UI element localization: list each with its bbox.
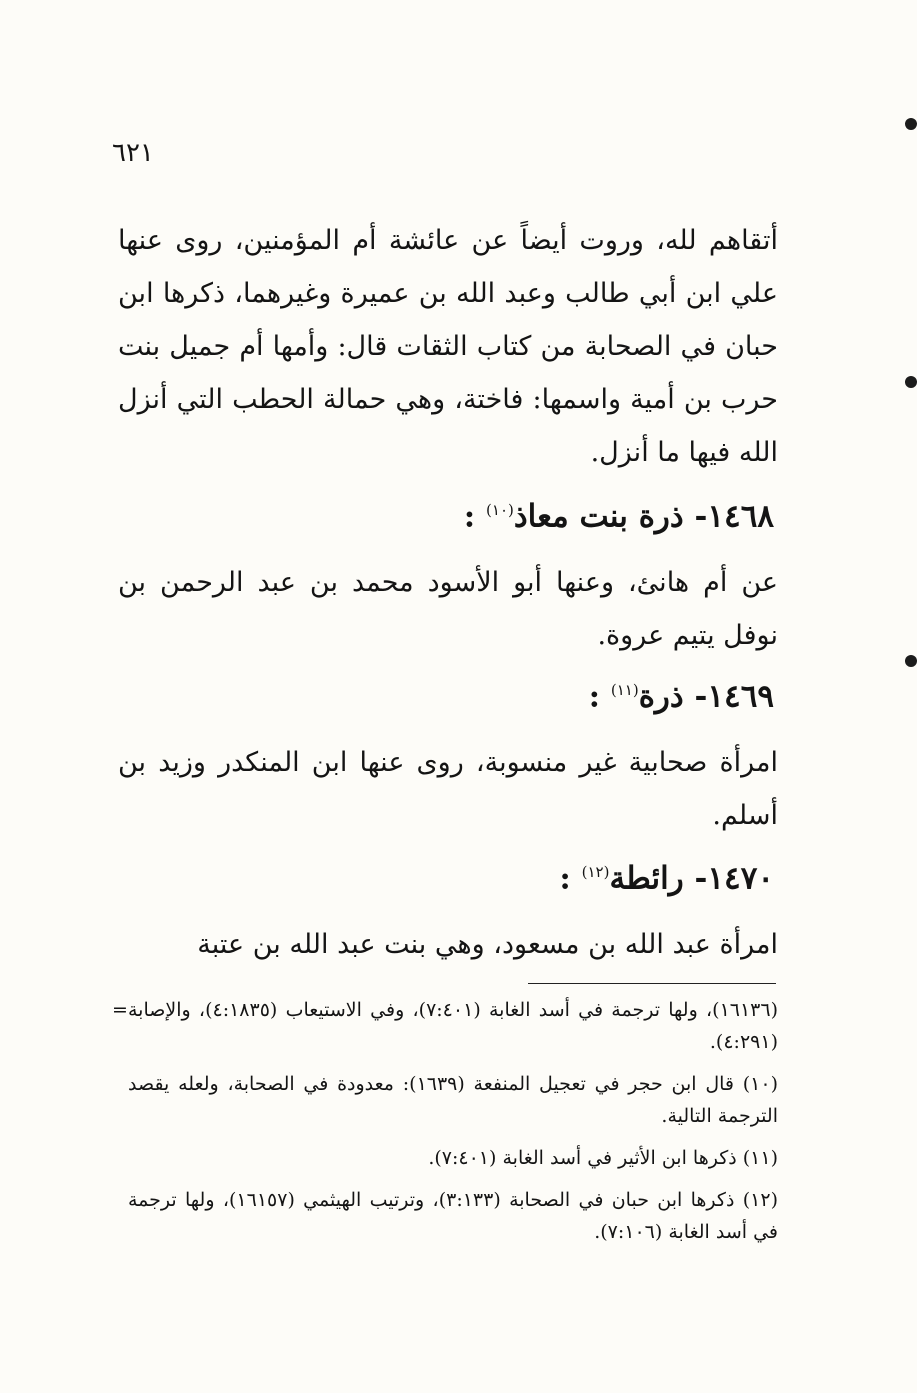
- page-number: ٦٢١: [112, 138, 154, 168]
- entry-name: ذرة: [638, 678, 684, 715]
- entry-name: رائطة: [609, 860, 684, 897]
- entry-heading-1469: [589, 668, 774, 718]
- entry-colon: :: [463, 498, 476, 535]
- entry-colon: :: [559, 860, 571, 897]
- scan-edge-mark: [905, 655, 917, 667]
- entry-number: ١٤٦٩-: [694, 678, 774, 715]
- entry-text-1469: امرأة صحابية غير منسوبة، روى عنها ابن المنكدر وزيد بن أسلم.: [118, 747, 778, 831]
- entry-name: ذرة بنت معاذ: [513, 498, 684, 535]
- entry-number: ١٤٧٠-: [694, 860, 774, 897]
- footnote-12: (١٢) ذكرها ابن حبان في الصحابة (٣:١٣٣)، وترتيب الهيثمي (١٦١٥٧)، ولها ترجمة في أسد الغابة (٧:١٠٦).: [128, 1189, 778, 1243]
- continuation-mark: =: [112, 999, 128, 1021]
- footnote-10: (١٠) قال ابن حجر في تعجيل المنفعة (١٦٣٩): معدودة في الصحابة، ولعله يقصد الترجمة التالية.: [128, 1073, 779, 1127]
- footnote-11: (١١) ذكرها ابن الأثير في أسد الغابة (٧:٤٠١).: [428, 1147, 778, 1169]
- entry-heading-1468: [464, 488, 774, 538]
- footnote-divider: [528, 983, 776, 984]
- scan-edge-mark: [905, 376, 917, 388]
- footnote-ref: (١١): [610, 681, 639, 699]
- entry-text-1470: امرأة عبد الله بن مسعود، وهي بنت عبد الله بن عتبة: [197, 929, 778, 960]
- footnote-ref: (١٢): [581, 863, 610, 881]
- footnotes-list: [112, 994, 779, 1258]
- paragraph-continuation: أتقاهم لله، وروت أيضاً عن عائشة أم المؤمنين، روى عنها علي ابن أبي طالب وعبد الله بن عميرة وغيرهما، ذكرها ابن حبان في الصحابة من كتاب الثقات قال: وأمها أم جميل بنت حرب بن أمية واسمها: فاختة، وهي حمالة الحطب التي أنزل الله فيها ما أنزل.: [118, 225, 778, 468]
- scan-edge-mark: [905, 118, 917, 130]
- footnote-continuation: [112, 994, 779, 1058]
- entry-number: ١٤٦٨-: [694, 498, 774, 535]
- entry-text-1468: عن أم هانئ، وعنها أبو الأسود محمد بن عبد الرحمن بن نوفل يتيم عروة.: [118, 567, 778, 651]
- footnote-continuation-text: (١٦١٣٦)، ولها ترجمة في أسد الغابة (٧:٤٠١)، وفي الاستيعاب (٤:١٨٣٥)، والإصابة (٤:٢٩١).: [128, 999, 779, 1053]
- entry-colon: :: [588, 678, 601, 715]
- entry-heading-1470: [559, 850, 774, 900]
- footnote-ref: (١٠): [486, 501, 514, 519]
